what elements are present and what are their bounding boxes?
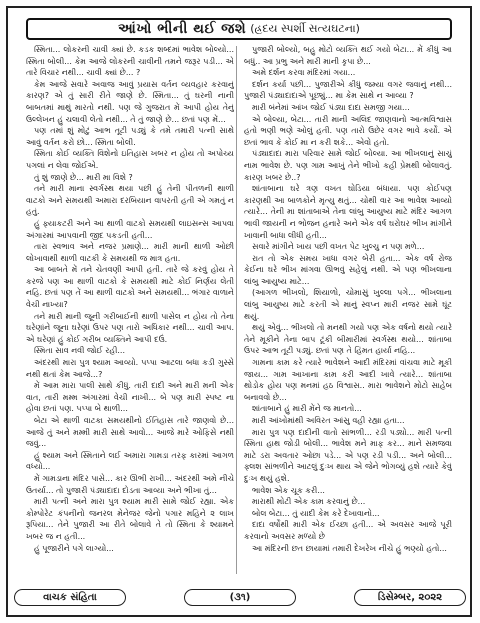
magazine-name-badge: વાચક સંહિતા	[14, 589, 126, 606]
page-footer	[14, 582, 466, 612]
article-subtitle: (હ્રદય સ્પર્શી સત્યઘટના)	[250, 22, 360, 35]
paragraph: મારી બંનેમાં આંખ જોઈ પંડ્યા દાદા સમજી ગયા...	[252, 102, 410, 112]
paragraph: બેટા એ થાળી વાટકા સમયથીનો ઈતિહાસ તારે જાણવો છે... આજે તું અને મમ્મી મારી સાથે આવો... આજે મારે ઓફિસે નથી જવું...	[26, 416, 234, 449]
article-title: આંખો ભીની થઈ જશે	[118, 21, 247, 37]
paragraph: મારી પત્ની અને મારા પુત્ર શ્યામ મારી સામે જોઈ રહ્યા. એક કોમ્પોરેટ કંપનીનો જનરલ મેનેજર જેનો પગાર મહિને ૨ લાખ રૂપિયા... તેને પુજારી આ રીતે બોલાવે તે તો સ્મિતા કે શ્યામને ખબર જ ન હતી...	[26, 497, 234, 541]
paragraph: સ્મિતા... લોકરની ચાવી ક્યાં છે. કડક શબ્દમાં ભાવેશ બોલ્યો... સ્મિતા બોલી... કેમ આજે લોકરની ચાવીની તમને જરૂર પડી... એ તારે વિચાર નથી... ચાવી ક્યાં છે... ?	[26, 45, 234, 78]
paragraph: (આગળ ભીખલો, શિયાળો, ચોમાસું ખુલ્લા પગે... ભીખલાના લાંબુ આયુષ્ય માટે કરતી એ માનું સ્વપ્ન મારી નજર સામે ઘૂંટ થયું.	[244, 288, 452, 321]
right-column	[244, 44, 452, 579]
page-number-badge: (૩૧)	[184, 589, 296, 606]
paragraph: એ બોલ્યા, બેટા... તારી માની અલિદ જાણવાનો આત્મવિશ્વાસ હતો ભણી ભણે ઓલું હતી. પણ તારો ઉછેર વગર ભાવે કર્યો. એ છતાં ભાવ કે કોઈ મા ન કરી શકે... એવો હતો.	[244, 114, 452, 147]
article-title-bar	[26, 18, 452, 40]
paragraph: હું શ્યામ અને સ્મિતાને લઈ અમારા ગામડા તરફ કારમાં આગળ વધ્યો...	[26, 450, 234, 472]
paragraph: અંદરથી મારા પુત્ર શ્યામ આવ્યો. પપ્પા આટલા બધા કડી ગુસ્સે નથી થતાં કેમ આજે...?	[26, 358, 234, 379]
paragraph: મારાથી મોટી એક કામ કરવાનું છે...	[252, 497, 366, 507]
paragraph: પણ તમાં શું મોટું આભ તૂટી પડ્યું કે તમે તમારી પત્ની સાથે આવું વર્તન કરો છો... સ્મિતા બોલી.	[26, 126, 234, 147]
paragraph: થયું એવું... ભીખલો તો મનથી ગયો પણ એક વર્ષનો થયો ત્યારે તેને મૂકીને તેના બાપ ટૂંકી બીમારીમાં સ્વર્ગસ્થ થયો... શાંતાબા ઉપર આભ તૂટી પડ્યું. છતાં પણ તે હિંમત હાર્યા નહિ...	[244, 323, 452, 356]
paragraph: પુજારી બોલ્યો, બહુ મોટો વ્યક્તિ થઈ ગયો બેટા... મેં કીધું આ બધું.. આ પ્રભુ અને મારી માની કૃપા છે...	[244, 45, 452, 66]
paragraph: તને મારી માના સ્વર્ગસ્થ થયા પછી હું તેની પીતળની થાળી વાટકો અને સમયથી અમારા દરબિયાન વાપરતી હતી એ ગમતું ન હતું.	[26, 184, 234, 217]
paragraph: આ મંદિરની છત છાયામાં તમારી દેખરેખ નીચે હું ભણ્યો હતો...	[252, 543, 447, 553]
paragraph: સવારે માંગીને ખાય પછી વખત પેટ ખુલ્ચુ ન પણ મળે...	[252, 242, 425, 252]
paragraph: શાંતાબાના ઘરે ત્રણ વખત ઘોડિયા બંધાયા. પણ કોઈપણ કારણથી આ બાળકોને મૃત્યુ થતું... ચોથી વાર આ ભાવેશ આવ્યો ત્યારે... તેની મા શાંતાબાએ તેના લાંબુ આયુષ્ય માટે મંદિર આગળ ભાવી જાયની ન ભોજન હનારે અને એક વર્ષ ઘરોઘર ભીખ માંગીને ખાવાની બાધા લીધી હતી...	[244, 184, 452, 240]
paragraph: સ્મિતા સાવ નવી જોઈ રહી...	[34, 346, 125, 356]
paragraph: ભાવેશ એક ચૂક કરી...	[252, 485, 325, 495]
paragraph: પંડ્યાદાદા મારા પરિવાર સામે જોઈ બોલ્યા. આ ભીખલાનું સાચું નામ ભાવેશ છે. પણ ગામ આખું તેને ભીખો કહી પ્રેમથી બોલાવતું. કારણ ખબર છે..?	[244, 149, 452, 182]
paragraph: દાદા વર્ષોથી મારી એક ઈચ્છા હતી... એ અવસર આજે પૂરી કરવાનો અવસર મળ્યો છે	[244, 520, 452, 541]
paragraph: શાંતાબાને હું મારી મેંને જ માનતો...	[252, 404, 362, 414]
paragraph: મારા પુત્ર પણ દાદીની વાતો સાંભળી... રડી પડ્યો... મારી પત્ની સ્મિતા હાથ જોડી બોલી... ભાવેશ મને માફ કર... માને સમજવા માટે ડરા અવતાર ઓછા પડે... એ પણ રડી પડી... અને બોલી... ફ્લશ સાંભળીને આટલું દુઃખ થાય એ જેને ભોગવ્યું હશે ત્યારે કેવું દુઃખ થયું હશે.	[244, 427, 452, 483]
paragraph: અમે દર્શન કરવા મંદિરમાં ગયા...	[252, 68, 356, 78]
paragraph: તું શું જાણે છે... મારી મા વિશે ?	[34, 172, 133, 182]
paragraph: મારી આંખોમાંથી અવિરત આંસુ વહી રહ્યા હતા...	[252, 416, 405, 425]
paragraph: ગામના કામ કરે ત્યારે ભાવેશને આદી મંદિરમાં વાંચવા માટે મૂકી જાય... ગામ આખાના કામ કરી આદી ખાવે ત્યારે... શાંતાબા થોડોક હોય પણ મનમાં હઠ વિશ્વાસ.. મારા ભાવેશને મોટો સાહેબ બનાવવો છે...	[244, 358, 452, 402]
paragraph: સ્મિતા કોઈ વ્યક્તિ વિશેનો ઇતિહાસ ખબર ન હોય તો અપોચ્ય પગલાં ન લેવા જોઈએ.	[26, 149, 234, 170]
paragraph: હું ફ્યાકટરી અને આ થાળી વાટકો સમયથી લાઇસન્સ આપવા અંગારમાં આપવાની જીદ પકડતી હતી...	[26, 218, 234, 240]
paragraph: કેમ આજે સવારે અવાજ આવું પ્રયાસ વર્તન વ્યવહાર કરવાનું કારણ? એ તું સારી રીતે જાણે છે. સ્મિતા... તું ઘરની નાની બાબતમાં માથું મારતો નથી. પણ જે ગુજરાત મેં આપી હોય તેનું ઉલ્લેખન હું ચલાવી લેતો નથી... તે તું જાણે છે... છતાં પણ મેં...	[26, 79, 234, 124]
paragraph: બોલ બેટા... તું યાદી કેમ કરે દેખાવાનો...	[252, 508, 380, 518]
article-body	[26, 44, 452, 579]
paragraph: તને મારી માની જૂની ગરીબાઈની થાળી પાસેલ ન હોય તો તેના ઘરેણાંને જૂના ઘરેણાં ઉપર પણ તારો અધિકાર નથી... ચાવી આપ. એ ઘરેણાં હું કોઈ ગરીબ વ્યક્તિને આપી દઉં.	[26, 311, 234, 344]
paragraph: મેં આમ મારા પાલી સાથે કીધું. તારી દાદી અને મારી મની એક વાત, તારી મમ્મ અંગારમાં વેચી નાખી... બે પણ મારી સ્પષ્ટ ના હોવા છતાં પણ. પપ્પા બે થાળી...	[26, 381, 234, 414]
issue-date-badge: ડિસેમ્બર, ૨૦૨૨	[354, 589, 466, 606]
paragraph: મેં ગામડાના મંદિર પાસે... કાર ઊભી રાખી... અંદરથી અમે નીચે ઉતર્યા... તો પુજારી પંડ્યાદાદા દોડતા આવ્યા અને ભીખા તું...	[26, 473, 234, 495]
paragraph: તારા સ્વભાવ અને નજર પ્રમાણે... મારી માની થાળી ઓછી લોખાવાથી થાળી વાટકી કે સમયથી જ માત્ર હતા.	[26, 242, 234, 263]
left-column	[26, 44, 234, 579]
paragraph: દર્શન કર્યા પછી... પુજારીએ કીધું જમ્યા વગર જવાનું નથી... પુજારી પંડ્યાદાદાએ પૂછ્યું... મા કેમ સાથે ન આવ્યા ?	[244, 79, 452, 101]
paragraph: આ બાબતે મેં તને ચેતવણી આપી હતી. તારે જે કરવું હોય તે કરજે પણ આ થાળી વાટકો કે સમયથી માટે કોઈ નિર્ણય લેતી નહિ. છતાં પણ તેં આ થાળી વાટકો અને સમયથી... ભંગાર વાળાને વેચી નાખ્યા?	[26, 265, 234, 310]
paragraph: રાત તો એક સમય ખાધા વગર બેરી હતા... એક વર્ષ રોજ કેઈના ઘરે ભીખ માંગવા ઊભવું સહેલું નથી. એ પણ ભીખલાના લાંબુ આયુષ્ય માટે...	[244, 253, 452, 286]
paragraph: હું પૂજારીને પગે લાગ્યો...	[34, 543, 114, 553]
